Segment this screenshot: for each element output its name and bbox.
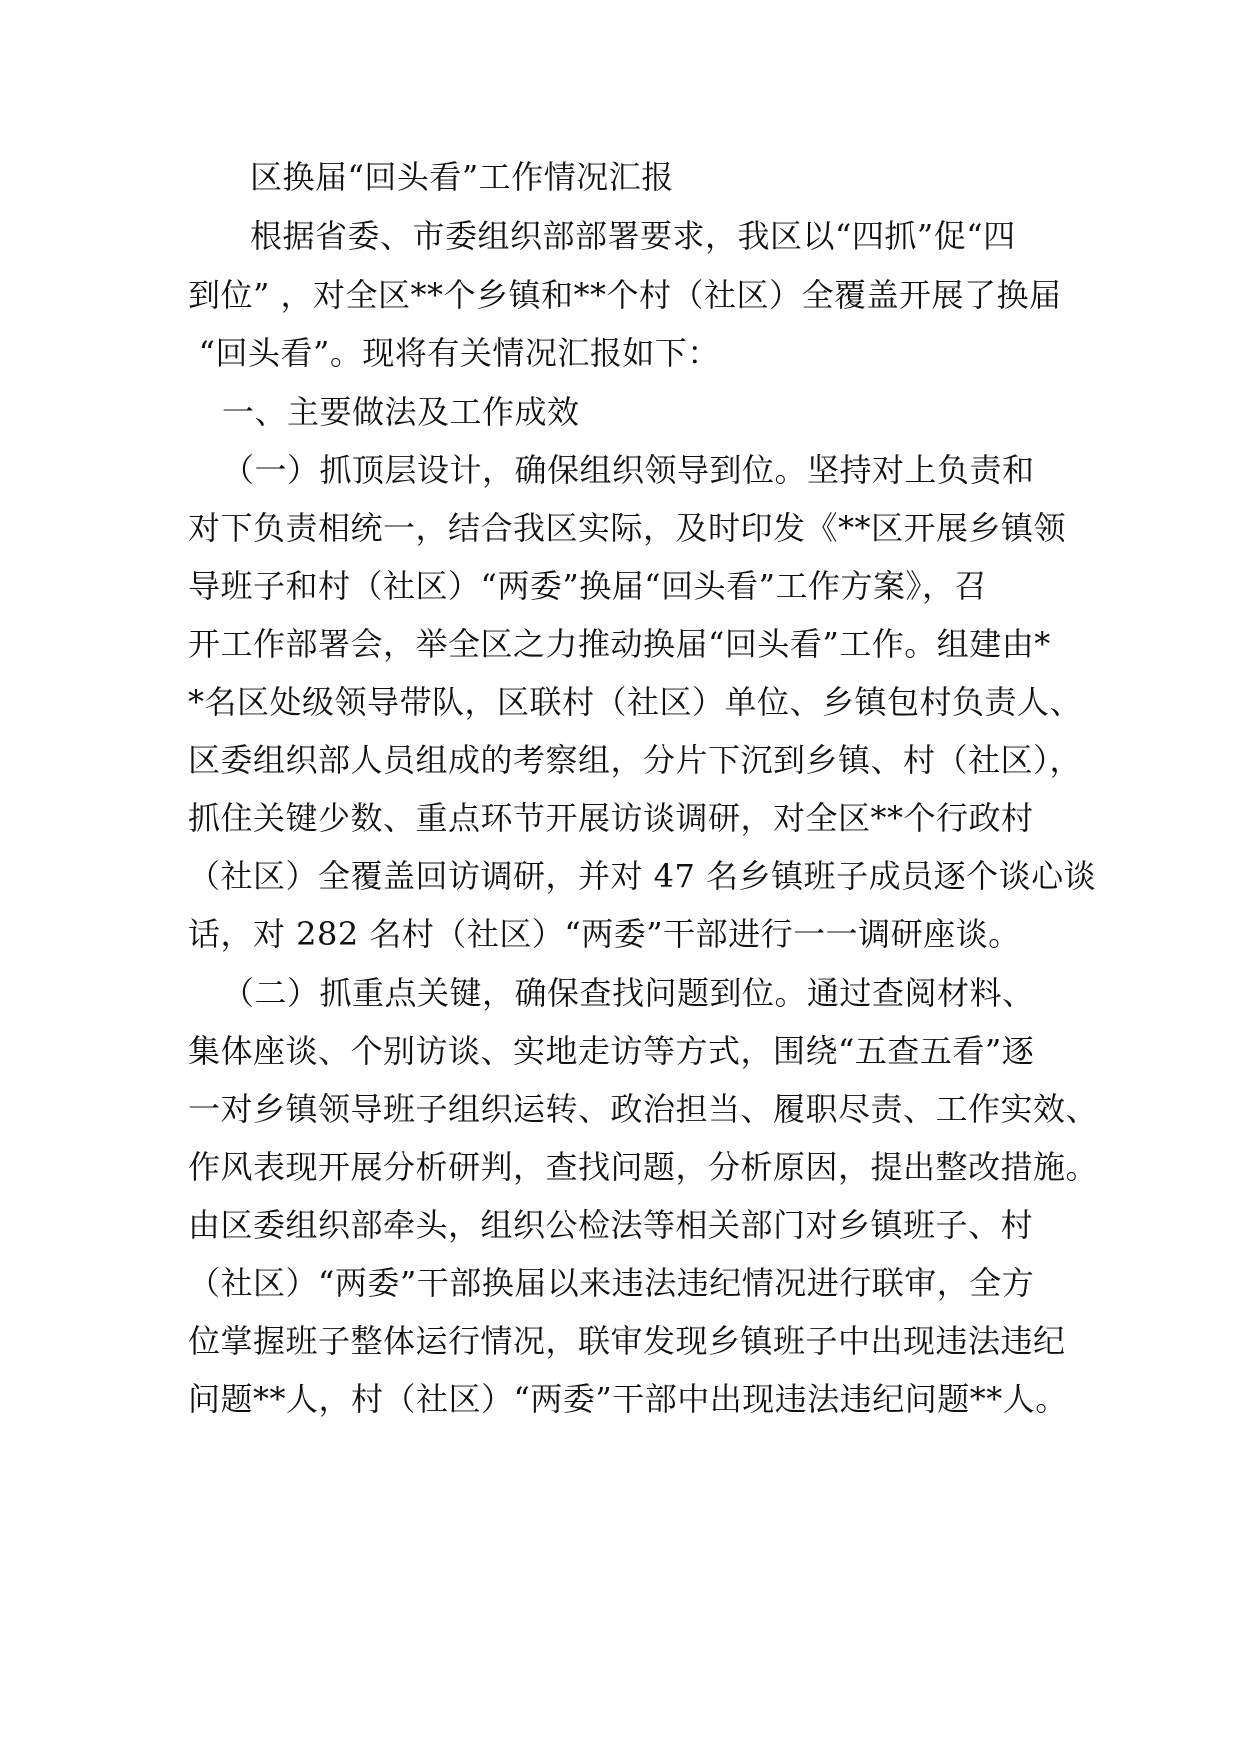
paragraph-line: （社区）全覆盖回访调研，并对 47 名乡镇班子成员逐个谈心谈 bbox=[188, 857, 1097, 895]
paragraph-line: 问题**人，村（社区）“两委”干部中出现违法违纪问题**人。 bbox=[188, 1380, 1068, 1418]
paragraph-line: 位掌握班子整体运行情况，联审发现乡镇班子中出现违法违纪 bbox=[188, 1322, 1066, 1360]
section-heading: 一、主要做法及工作成效 bbox=[222, 393, 580, 431]
paragraph-line: 一对乡镇领导班子组织运转、政治担当、履职尽责、工作实效、 bbox=[188, 1090, 1099, 1128]
paragraph-line: 抓住关键少数、重点环节开展访谈调研，对全区**个行政村 bbox=[188, 799, 1034, 837]
paragraph-line: 由区委组织部牵头，组织公检法等相关部门对乡镇班子、村 bbox=[188, 1206, 1034, 1244]
paragraph-line: 话，对 282 名村（社区）“两委”干部进行一一调研座谈。 bbox=[188, 915, 1021, 953]
paragraph-line: 到位” ，对全区**个乡镇和**个村（社区）全覆盖开展了换届 bbox=[188, 276, 1062, 314]
paragraph-line: （一）抓顶层设计，确保组织领导到位。坚持对上负责和 bbox=[222, 451, 1035, 489]
paragraph-line: *名区处级领导带队，区联村（社区）单位、乡镇包村负责人、 bbox=[188, 683, 1083, 721]
paragraph-line: 导班子和村（社区）“两委”换届“回头看”工作方案》，召 bbox=[188, 567, 987, 605]
paragraph-line: （二）抓重点关键，确保查找问题到位。通过查阅材料、 bbox=[222, 974, 1035, 1012]
paragraph-line: 对下负责相统一，结合我区实际，及时印发《**区开展乡镇领 bbox=[188, 509, 1067, 547]
paragraph-line: （社区）“两委”干部换届以来违法违纪情况进行联审，全方 bbox=[188, 1264, 1035, 1302]
paragraph-line: 开工作部署会，举全区之力推动换届“回头看”工作。组建由* bbox=[188, 625, 1051, 663]
paragraph-line: 集体座谈、个别访谈、实地走访等方式，围绕“五查五看”逐 bbox=[188, 1032, 1035, 1070]
document-title: 区换届“回头看”工作情况汇报 bbox=[250, 158, 674, 196]
paragraph-line: 作风表现开展分析研判，查找问题，分析原因，提出整改措施。 bbox=[188, 1148, 1099, 1186]
paragraph-line: “回头看”。现将有关情况汇报如下： bbox=[188, 334, 720, 372]
paragraph-line: 区委组织部人员组成的考察组，分片下沉到乡镇、村（社区）， bbox=[188, 741, 1083, 779]
paragraph-line: 根据省委、市委组织部部署要求，我区以“四抓”促“四 bbox=[250, 217, 1016, 255]
